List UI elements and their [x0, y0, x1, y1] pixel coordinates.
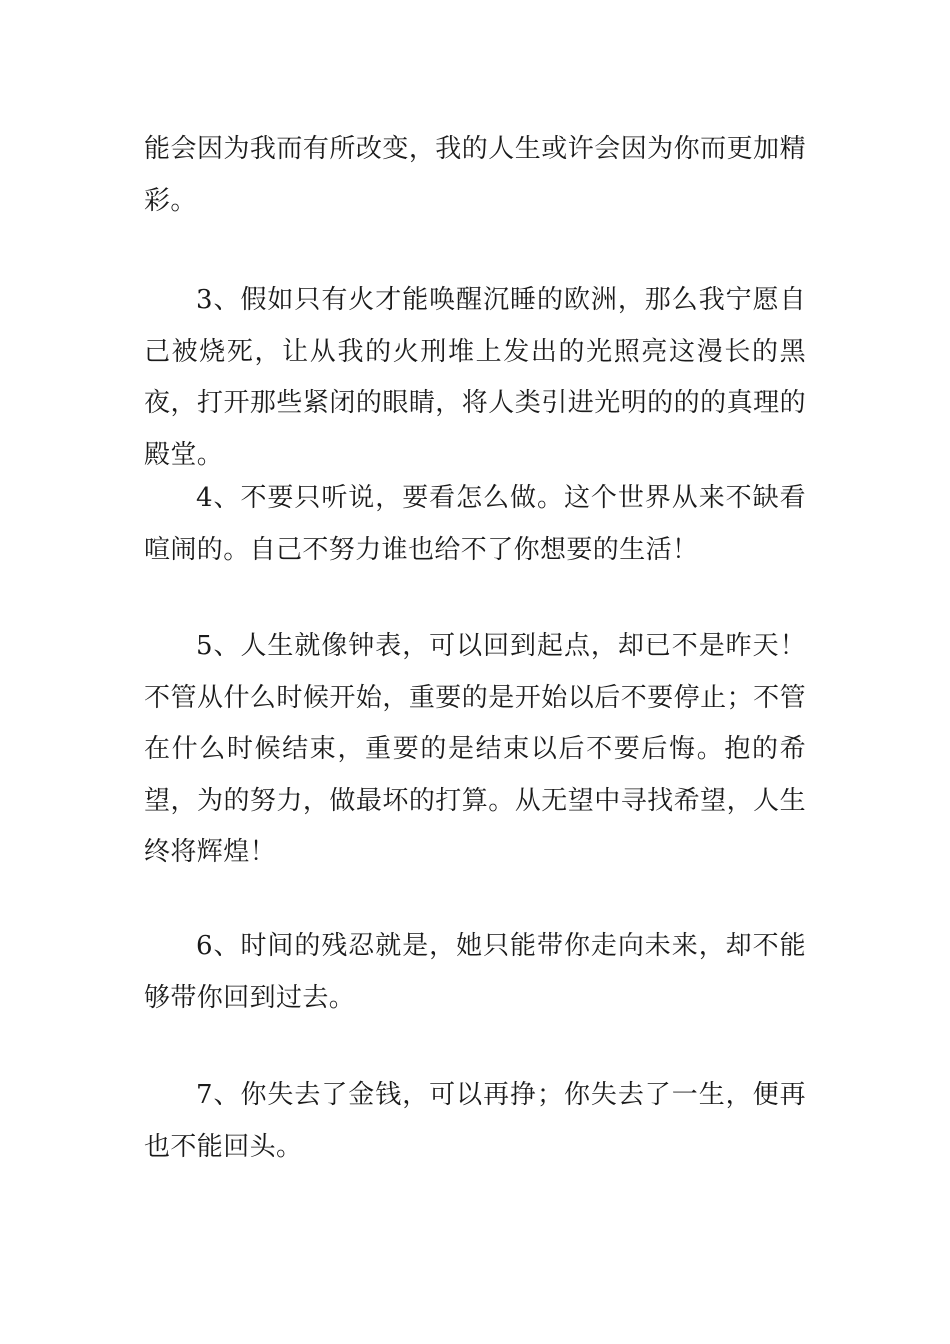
paragraph-4: 4、不要只听说，要看怎么做。这个世界从来不缺看喧闹的。自己不努力谁也给不了你想要的生活！ [144, 483, 806, 565]
paragraph-5: 5、人生就像钟表，可以回到起点，却已不是昨天！不管从什么时候开始，重要的是开始以后不要停止；不管在什么时候结束，重要的是结束以后不要后悔。抱的希望，为的努力，做最坏的打算。从无望中寻找希望，人生终将辉煌！ [144, 631, 806, 867]
paragraph-continuation: 能会因为我而有所改变，我的人生或许会因为你而更加精彩。 [144, 134, 806, 216]
paragraph-6: 6、时间的残忍就是，她只能带你走向未来，却不能够带你回到过去。 [144, 931, 806, 1013]
paragraph-7: 7、你失去了金钱，可以再挣；你失去了一生，便再也不能回头。 [144, 1080, 806, 1162]
paragraph-3: 3、假如只有火才能唤醒沉睡的欧洲，那么我宁愿自己被烧死，让从我的火刑堆上发出的光照亮这漫长的黑夜，打开那些紧闭的眼睛，将人类引进光明的的的真理的殿堂。 [144, 285, 806, 470]
